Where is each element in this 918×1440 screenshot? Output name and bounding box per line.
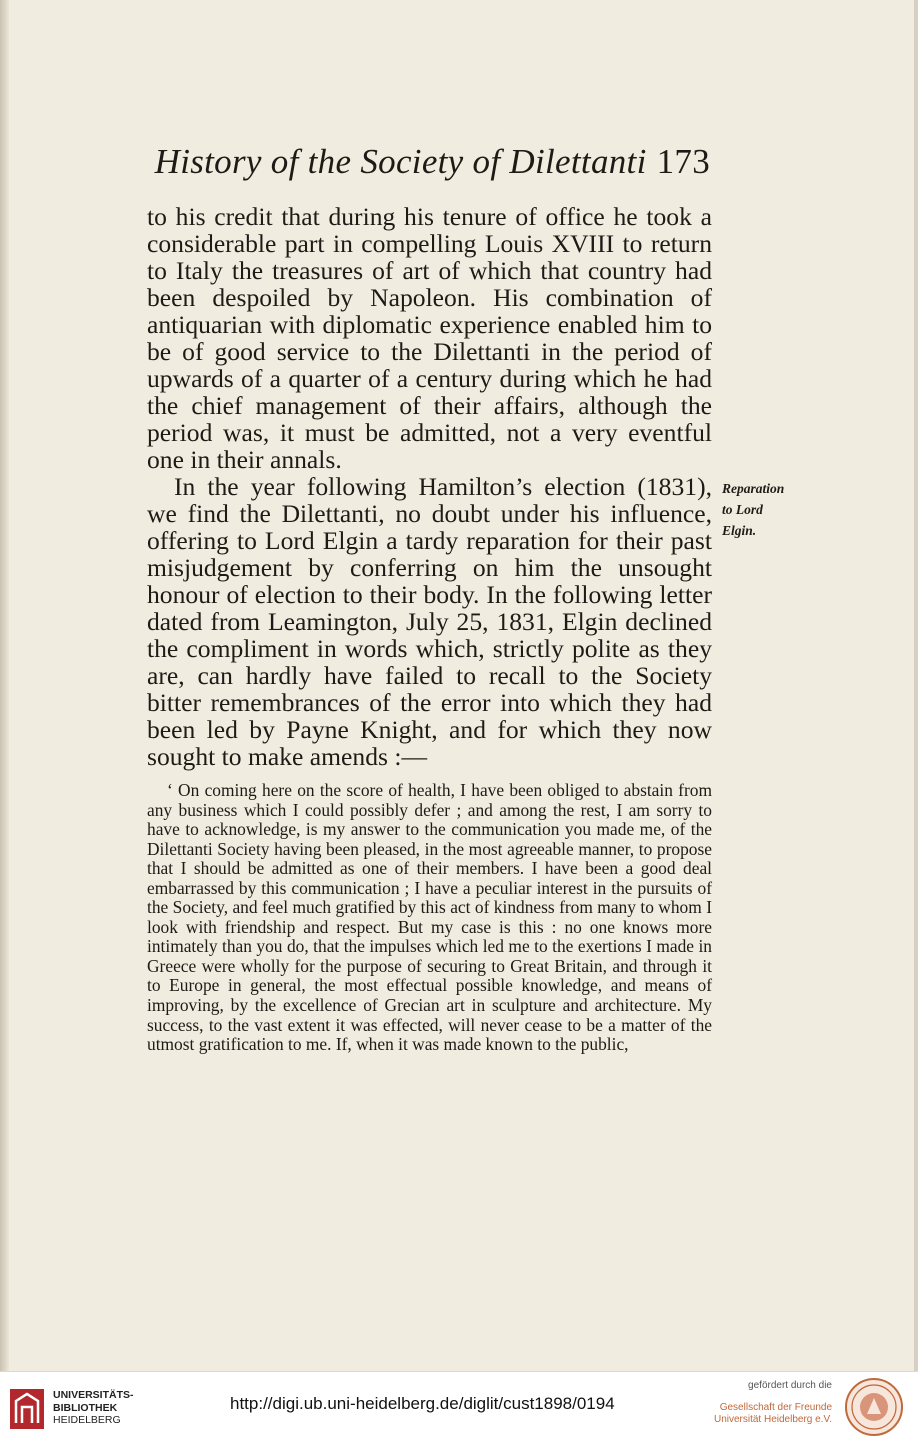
margin-note-line-2: to Lord (722, 502, 763, 517)
quotation-text: ‘ On coming here on the score of health, I have been obliged to abstain from any business which I could possibly defer ; and among the rest, I am sorry to have to acknowledge, is my answer to the communication you made me, of the Dilettanti Society having been pleased, in the most agreeable manner, to propose that I should be admitted as one of their members. I have been a good deal embarrassed by this communication ; I have a peculiar interest in the pursuits of the Society, and feel much gratified by this act of kindness from many to whom I look with friendship and respect. But my case is this : no one knows more intimately than you do, that the impulses which led me to the exertions I made in Greece were wholly for the purpose of securing to Great Britain, and through it to Europe in general, the most effectual possible knowledge, and means of improving, by the excellence of Grecian art in sculpture and architecture. My success, to the vast extent it was effected, will never cease to be a matter of the utmost gratification to me. If, when it was made known to the public, (147, 780, 712, 1055)
page-number: 173 (656, 142, 710, 181)
page-gutter-shadow (0, 0, 9, 1371)
margin-note-line-1: Reparation (722, 481, 785, 496)
university-seal-icon (845, 1378, 903, 1436)
sponsor-name-line-2: Universität Heidelberg e.V. (713, 1414, 832, 1425)
digitization-footer (0, 1371, 918, 1440)
margin-note-line-3: Elgin. (722, 523, 757, 538)
library-name-line-3: HEIDELBERG (53, 1414, 121, 1426)
sponsor-credit (690, 1380, 832, 1426)
sponsor-name-line-1: Gesellschaft der Freunde (719, 1402, 832, 1413)
body-text (147, 203, 712, 770)
page-edge (914, 0, 918, 1371)
permalink-url[interactable]: http://digi.ub.uni-heidelberg.de/diglit/cust1898/0194 (230, 1394, 615, 1413)
running-head (150, 142, 710, 182)
library-name-line-2: BIBLIOTHEK (53, 1401, 118, 1414)
library-name (53, 1389, 134, 1427)
library-logo-icon (10, 1389, 44, 1429)
running-head-title: History of the Society of Dilettanti (154, 142, 647, 181)
letter-quotation (147, 781, 712, 1055)
body-paragraph-2: In the year following Hamilton’s election (1831), we find the Dilettanti, no doubt under his influence, offering to Lord Elgin a tardy reparation for their past misjudgement by conferring on him the unsought honour of election to their body. In the following letter dated from Leamington, July 25, 1831, Elgin declined the compliment in words which, strictly polite as they are, can hardly have failed to recall to the Society bitter remembrances of the error into which they had been led by Payne Knight, and for which they now sought to make amends :— (147, 472, 712, 771)
body-paragraph-1: to his credit that during his tenure of office he took a considerable part in compelling Louis XVIII to return to Italy the treasures of art of which that country had been despoiled by Napoleon. His combination of antiquarian with diplomatic experience enabled him to be of good service to the Dilettanti in the period of upwards of a quarter of a century during which he had the chief management of their affairs, although the period was, it must be admitted, not a very eventful one in their annals. (147, 202, 712, 474)
library-name-line-1: UNIVERSITÄTS- (53, 1389, 134, 1401)
margin-note (722, 478, 818, 541)
sponsor-label: gefördert durch die (748, 1380, 832, 1391)
